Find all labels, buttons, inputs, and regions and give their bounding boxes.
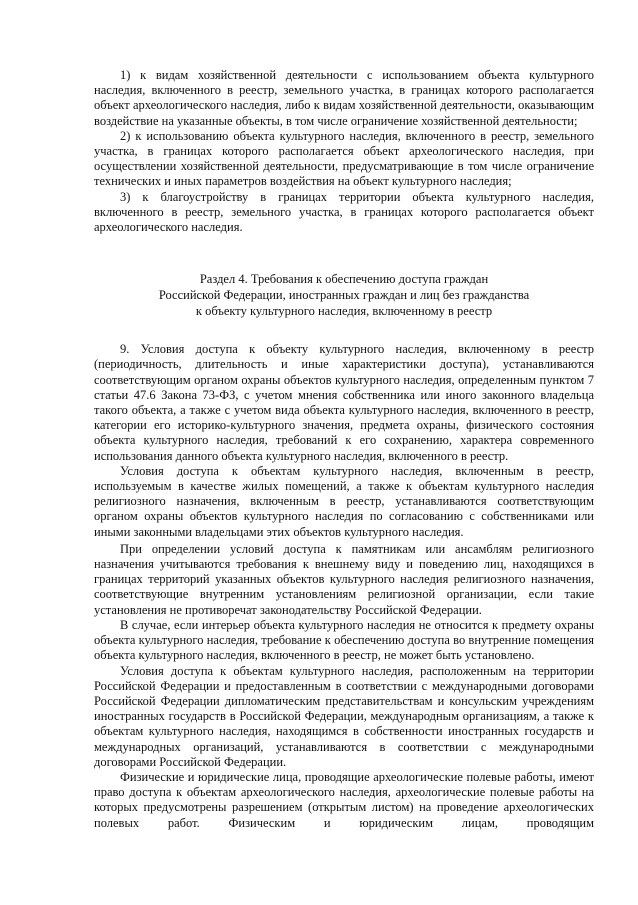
paragraph-9: 9. Условия доступа к объекту культурного наследия, включенному в реестр (периодичность, длительность и иные характеристики доступа), устанавливаются соответствующим органом охраны объектов культурного наследия, определенным пунктом 7 статьи 47.6 Закона 73-ФЗ, с учетом мнения собственника или иного законного владельца такого объекта, а также с учетом вида объекта культурного наследия, включенного в реестр, категории его историко-культурного значения, предмета охраны, физического состояния объекта культурного наследия, требований к его сохранению, характера современного использования данного объекта культурного наследия, включенного в реестр.	[94, 342, 594, 463]
list-item-3: 3) к благоустройству в границах территории объекта культурного наследия, включенного в реестр, земельного участка, в границах которого располагается объект археологического наследия.	[94, 189, 594, 235]
paragraph-residential-religious: Условия доступа к объектам культурного наследия, включенным в реестр, используемым в качестве жилых помещений, а также к объектам культурного наследия религиозного назначения, включенным в реестр, устанавливаются соответствующим органом охраны объектов культурного наследия по согласованию с собственниками или иными законными владельцами этих объектов культурного наследия.	[94, 463, 594, 539]
section-heading	[94, 271, 594, 319]
section-heading-line-2: Российской Федерации, иностранных граждан и лиц без гражданства	[158, 288, 530, 303]
section-heading-line-1: Раздел 4. Требования к обеспечению доступа граждан	[199, 272, 489, 287]
list-item-2: 2) к использованию объекта культурного наследия, включенного в реестр, земельного участка, в границах которого располагается объект археологического наследия, при осуществлении хозяйственной деятельности, предусматривающие в том числе ограничение технических и иных параметров воздействия на объект культурного наследия;	[94, 128, 594, 189]
list-item-1: 1) к видам хозяйственной деятельности с использованием объекта культурного наследия, включенного в реестр, земельного участка, в границах которого располагается объект археологического наследия, либо к видам хозяйственной деятельности, оказывающим воздействие на указанные объекты, в том числе ограничение хозяйственной деятельности;	[94, 68, 594, 128]
paragraph-interior: В случае, если интерьер объекта культурного наследия не относится к предмету охраны объекта культурного наследия, требование к обеспечению доступа во внутренние помещения объекта культурного наследия, включенного в реестр, не может быть установлено.	[94, 617, 594, 663]
section-heading-line-3: к объекту культурного наследия, включенному в реестр	[195, 304, 493, 319]
paragraph-religious-requirements: При определении условий доступа к памятникам или ансамблям религиозного назначения учитываются требования к внешнему виду и поведению лиц, находящихся в границах территорий указанных объектов культурного наследия религиозного назначения, соответствующие внутренним установлениям религиозной организации, если такие установления не противоречат законодательству Российской Федерации.	[94, 541, 594, 617]
paragraph-archaeological: Физические и юридические лица, проводящие археологические полевые работы, имеют право доступа к объектам археологического наследия, археологические полевые работы на которых предусмотрены разрешением (открытым листом) на проведение археологических полевых работ. Физическим и юридическим лицам, проводящим	[94, 769, 594, 830]
paragraph-diplomatic: Условия доступа к объектам культурного наследия, расположенным на территории Российской Федерации и предоставленным в соответствии с международными договорами Российской Федерации дипломатическим представительствам и консульским учреждениям иностранных государств в Российской Федерации, международным организациям, а также к объектам культурного наследия, находящимся в собственности иностранных государств и международных организаций, устанавливаются в соответствии с международными договорами Российской Федерации.	[94, 663, 594, 769]
